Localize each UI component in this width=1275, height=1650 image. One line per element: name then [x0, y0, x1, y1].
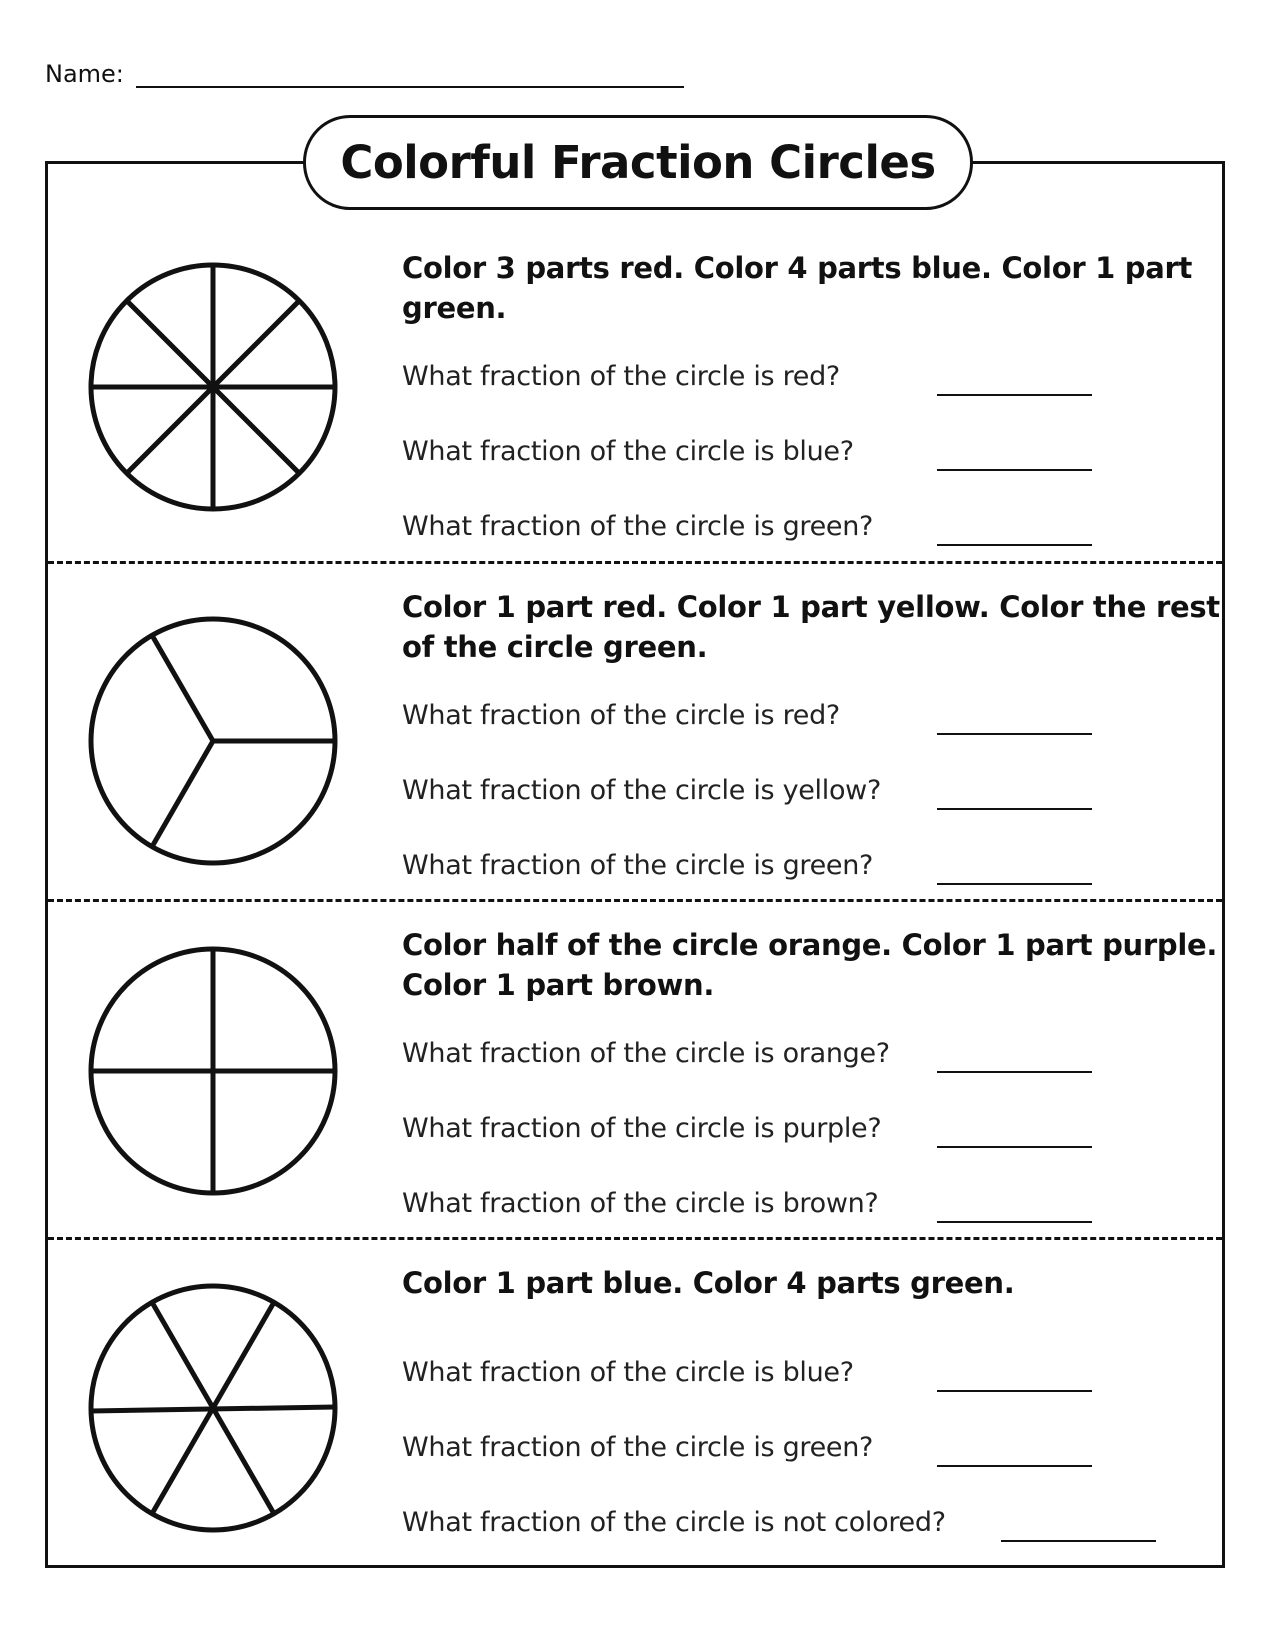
name-field[interactable] [136, 86, 684, 88]
fraction-circle-thirds [88, 616, 338, 866]
answer-blank[interactable] [937, 733, 1092, 735]
problem-section-4 [48, 1239, 1222, 1565]
fraction-circle-sixths [88, 1283, 338, 1533]
question-text: What fraction of the circle is red? [402, 361, 840, 392]
question-text: What fraction of the circle is green? [402, 850, 874, 881]
question-text: What fraction of the circle is green? [402, 511, 874, 542]
question-text: What fraction of the circle is blue? [402, 436, 854, 467]
answer-blank[interactable] [937, 469, 1092, 471]
answer-blank[interactable] [937, 394, 1092, 396]
answer-blank[interactable] [937, 1465, 1092, 1467]
question-text: What fraction of the circle is brown? [402, 1188, 879, 1219]
answer-blank[interactable] [937, 1071, 1092, 1073]
instruction-text: Color 3 parts red. Color 4 parts blue. Color 1 part green. [402, 251, 1193, 325]
question-text: What fraction of the circle is blue? [402, 1357, 854, 1388]
answer-blank[interactable] [1001, 1540, 1156, 1542]
page-title: Colorful Fraction Circles [340, 136, 936, 189]
instruction-text: Color 1 part red. Color 1 part yellow. Color the rest of the circle green. [402, 590, 1220, 664]
answer-blank[interactable] [937, 1390, 1092, 1392]
fraction-circle-eighths [88, 262, 338, 512]
answer-blank[interactable] [937, 808, 1092, 810]
question-text: What fraction of the circle is red? [402, 700, 840, 731]
problem-section-2 [48, 563, 1222, 900]
instruction-text: Color half of the circle orange. Color 1 part purple. Color 1 part brown. [402, 928, 1218, 1002]
question-text: What fraction of the circle is purple? [402, 1113, 882, 1144]
question-text: What fraction of the circle is green? [402, 1432, 874, 1463]
instruction-text: Color 1 part blue. Color 4 parts green. [402, 1266, 1015, 1300]
question-text: What fraction of the circle is not colored? [402, 1507, 946, 1538]
name-label: Name: [45, 60, 124, 88]
answer-blank[interactable] [937, 544, 1092, 546]
problem-section-3 [48, 901, 1222, 1237]
title-box [303, 115, 973, 210]
fraction-circle-quarters [88, 946, 338, 1196]
answer-blank[interactable] [937, 1221, 1092, 1223]
answer-blank[interactable] [937, 1146, 1092, 1148]
answer-blank[interactable] [937, 883, 1092, 885]
problem-section-1 [48, 213, 1222, 558]
question-text: What fraction of the circle is yellow? [402, 775, 881, 806]
question-text: What fraction of the circle is orange? [402, 1038, 890, 1069]
